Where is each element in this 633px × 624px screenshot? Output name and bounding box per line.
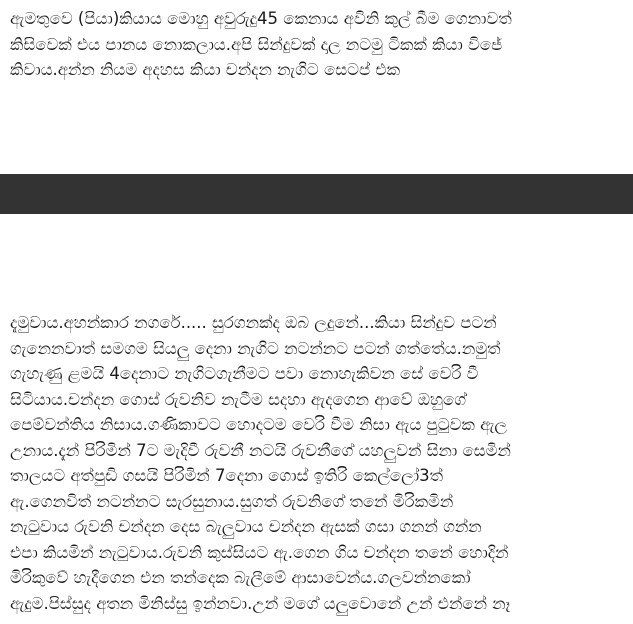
article-line: ඇ.ගෙනවිත් නටන්නට සැරසුනාය.සුගත් රුවනිගේ තනේ මිරිකමින් (10, 491, 454, 511)
article-line: ගැනෙනවාත් සමගම සියලු දෙනා නැගිට නටන්නට පටන් ගත්තේය.නමුත් (10, 338, 501, 358)
article-paragraph-top (10, 6, 628, 83)
article-line: ඇදුම.පිස්සුද අතන මිනිස්සු ඉන්නවා.උන් මගේ යලුවොනේ උන් එන්නේ නෑ (10, 593, 511, 613)
article-line: දැමුවාය.අහන්කාර නගරේ..... සුරගනක්ද ඔබ ලදුනේ...කියා සින්දුව පටන් (10, 313, 497, 332)
article-line: එපා කියමින් නැටුවාය.රුවනි කුස්සියට ඇ.ගෙන ගිය චන්දන තනේ හොදින් (10, 542, 509, 562)
article-line: සිටියාය.චන්දන ගොස් රුවනිව නැටීම සදහා ඇදගෙන ආවේ ඔහුගේ (10, 389, 467, 409)
article-paragraph-bottom (10, 310, 628, 616)
article-line: පෙම්වන්තිය නිසාය.ගණිකාවට හොදටම වෙරි වීම නිසා ඇය පුටුවක ඇල (10, 415, 508, 434)
article-line: ගැහැණු ළමයි 4දෙනාට නැගිටගැනීමට පවා නොහැකිවන සේ වෙරි වී (10, 364, 479, 383)
article-line: නැටුවාය රුවනි චන්දන දෙස බැලුවාය චන්දන ඇසක් ගසා ගනන් ගන්න (10, 517, 482, 536)
article-line: කිසිවෙක් එය පානය නොකලාය.අපි සින්දුවක් දාල නටමු ටිකක් කියා විජේ (10, 34, 503, 54)
article-line: මිරිකුවේ හැදීගෙන එන තන්දෙක බැලීමේ ආසාවෙන්ය.ගලවන්නකෝ (10, 568, 471, 587)
article-line: තාලයට අත්පුඩි ගසයි පිරිමින් 7දෙනා ගොස් ඉතිරි කෙල්ලෝ3ත් (10, 466, 444, 485)
article-line: උනාය.දැන් පිරිමින් 7ට මැදිවී රුවනී නටයි රුවනීගේ යහලුවන් සිනා සෙමින් (10, 440, 511, 460)
article-line: කිවාය.අන්න නියම අදහස කියා චන්දන නැගිට සෙටප් එක (10, 60, 400, 79)
article-line: ඇමතුවෙ (පියා)කියාය මොහු අවුරුදු45 කෙනාය අවිනි කුල් බීම ගෙනාවත් (10, 9, 512, 28)
ad-band (0, 174, 633, 214)
